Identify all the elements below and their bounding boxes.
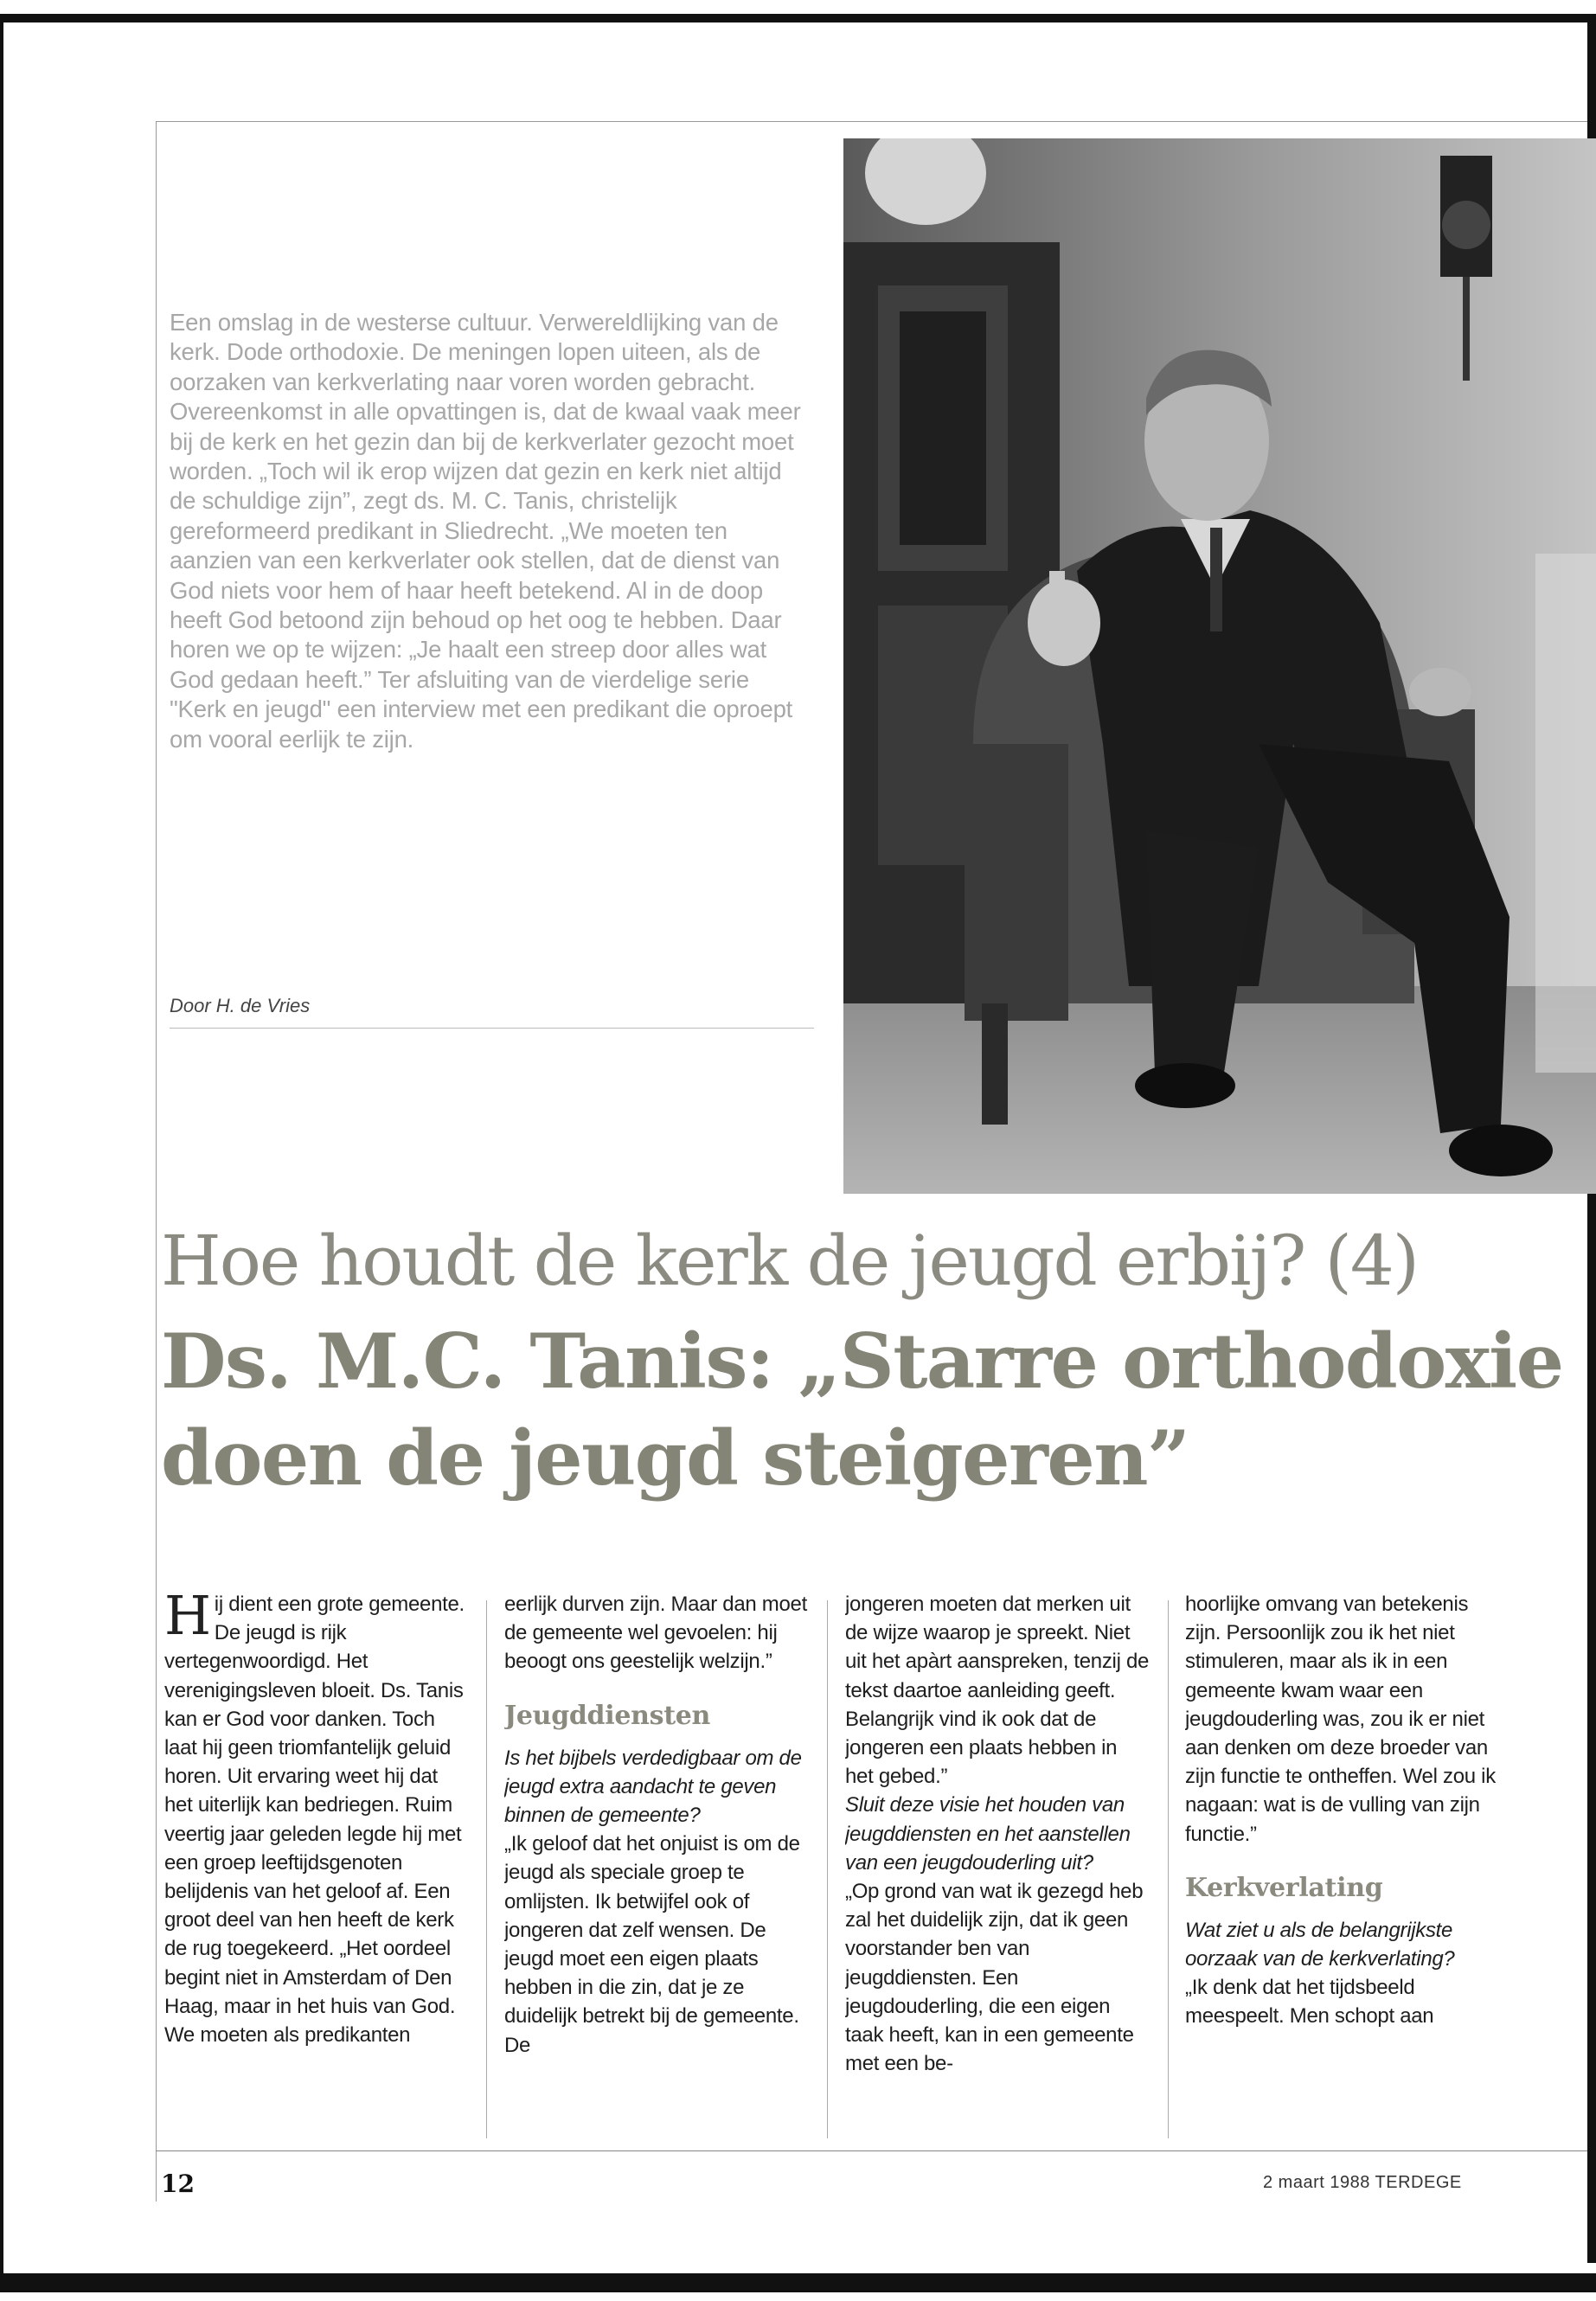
footer-rule (156, 2150, 1587, 2151)
page-number: 12 (161, 2170, 195, 2198)
column-3-paragraph-1: jongeren moeten dat merken uit de wijze waarop je spreekt. Niet uit het apàrt aanspreken, tenzij de tekst daartoe aanleiding geeft. Belangrijk vind ik ook dat de jongeren een plaats hebben in het gebed.” (845, 1593, 1150, 1789)
page-frame-top (0, 14, 1596, 22)
drop-cap: H (164, 1590, 211, 1647)
byline: Door H. de Vries (170, 995, 311, 1016)
column-rule (486, 1600, 487, 2138)
kicker-title: Hoe houdt de kerk de jeugd erbij? (4) (161, 1221, 1418, 1301)
column-rule (827, 1600, 828, 2138)
intro-paragraph: Een omslag in de westerse cultuur. Verwereldlijking van de kerk. Dode orthodoxie. De meningen lopen uiteen, als de oorzaken van kerkverlating naar voren worden gebracht. Overeenkomst in alle opvattingen is, dat de kwaal vaak meer bij de kerk en het gezin dan bij de kerkverlater gezocht moet worden. „Toch wil ik erop wijzen dat gezin en kerk niet altijd de schuldige zijn”, zegt ds. M. C. Tanis, christelijk gereformeerd predikant in Sliedrecht. „We moeten ten aanzien van een kerkverlater ook stellen, dat de dienst van God niets voor hem of haar heeft betekend. Al in de doop heeft God betoond zijn behoud op het oog te hebben. Daar horen we op te wijzen: „Je haalt een streep door alles wat God gedaan heeft.” Ter afsluiting van de vierdelige serie "Kerk en jeugd" een interview met een predikant die oproept om vooral eerlijk te zijn. (170, 309, 801, 753)
left-rule (156, 121, 157, 2202)
article-column-4 (1185, 1590, 1507, 2144)
issue-line: 2 maart 1988 TERDEGE (1263, 2173, 1462, 2192)
article-column-3 (845, 1590, 1150, 2144)
interview-question: Sluit deze visie het houden van jeugddiensten en het aanstellen van een jeugdouderling uit? (845, 1793, 1131, 1875)
portrait-photo (843, 138, 1596, 1194)
column-3-paragraph-2: „Op grond van wat ik gezegd heb zal het duidelijk zijn, dat ik geen voorstander ben van jeugddiensten. Een jeugdouderling, die een eigen taak heeft, kan in een gemeente met een be- (845, 1880, 1144, 2076)
column-1-text: ij dient een grote gemeente. De jeugd is rijk vertegenwoordigd. Het verenigingsleven bloeit. Ds. Tanis kan er God voor danken. Toch laat hij geen triomfantelijk geluid horen. Uit ervaring weet hij dat het uiterlijk kan bedriegen. Ruim veertig jaar geleden legde hij met een groep leeftijdsgenoten belijdenis van het geloof af. Een groot deel van hen heeft de kerk de rug toegekeerd. „Het oordeel begint niet in Amsterdam of Den Haag, maar in het huis van God. We moeten als predikanten (164, 1593, 465, 2048)
top-rule (156, 121, 1587, 122)
column-4-paragraph-2: „Ik denk dat het tijdsbeeld meespeelt. Men schopt aan (1185, 1976, 1434, 2029)
column-4-paragraph-1: hoorlijke omvang van betekenis zijn. Persoonlijk zou ik het niet stimuleren, maar als ik in een gemeente kwam waar een jeugdouderling was, zou ik er niet aan denken om deze broeder van zijn functie te ontheffen. Wel zou ik nagaan: wat is de vulling van zijn functie.” (1185, 1593, 1496, 1846)
article-column-1 (164, 1590, 469, 2144)
page-frame-bottom (0, 2273, 1596, 2292)
column-rule (1168, 1600, 1169, 2138)
interview-question: Is het bijbels verdedigbaar om de jeugd extra aandacht te geven binnen de gemeente? (504, 1746, 802, 1828)
page-frame-left (0, 14, 3, 2280)
subhead-jeugddiensten: Jeugddiensten (504, 1700, 711, 1731)
byline-rule (170, 1028, 814, 1029)
headline: Ds. M.C. Tanis: „Starre orthodoxie doen de jeugd steigeren” (161, 1317, 1563, 1503)
article-column-2 (504, 1590, 809, 2144)
subhead-kerkverlating: Kerkverlating (1185, 1872, 1383, 1903)
column-2-paragraph-2: „Ik geloof dat het onjuist is om de jeugd als speciale groep te omlijsten. Ik betwijfel ook of jongeren dat zelf wensen. De jeugd moet een eigen plaats hebben in die zin, dat je ze duidelijk betrekt bij de gemeente. De (504, 1832, 800, 2057)
interview-question: Wat ziet u als de belangrijkste oorzaak van de kerkverlating? (1185, 1918, 1455, 1971)
column-2-paragraph-1: eerlijk durven zijn. Maar dan moet de gemeente wel gevoelen: hij beoogt ons geestelijk welzijn.” (504, 1593, 807, 1674)
